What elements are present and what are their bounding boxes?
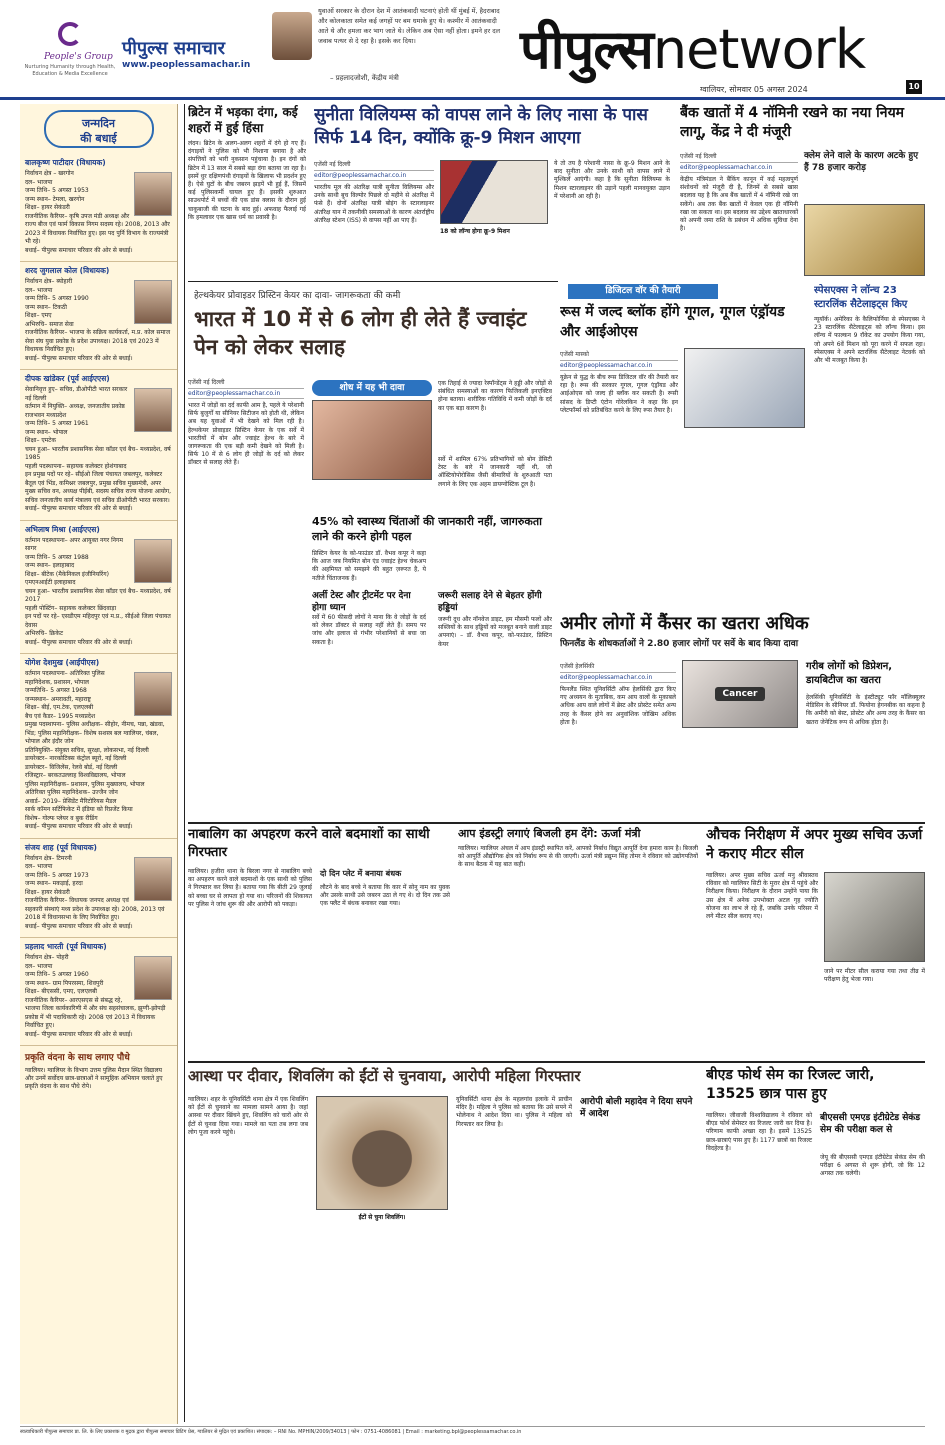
birthday-detail-line: जन्म स्थान– मकड़ाई, हरदा [25, 880, 83, 887]
shivling-subhead: आरोपी बोली महादेव ने दिया सपने में आदेश [580, 1097, 693, 1119]
digital-body: यूक्रेन से युद्ध के बीच रूस डिजिटल वॉर की तैयारी कर रहा है। रूस की सरकार गूगल, गूगल एंड्रॉयड और आईओएस को जल्द ही ब्लॉक कर सकती है। रूसी सांसद के डिप्टी एंटोन गोरेलकिन ने कहा कि इन प्लेटफॉर्म्स को प्रतिबंधित करने के लिए रूस तैयार है। [560, 374, 678, 414]
shivling-photo [316, 1096, 448, 1210]
nature-heading: प्रकृति वंदना के साथ लगाए पौधे [25, 1053, 130, 1063]
joint-body-2: प्रिस्टिन केयर के को-फाउंडर डॉ. वैभव कपूर ने कहा कि आज जब नियमित बोन एंड ज्वाइंट हेल्थ चेकअप की अहमियत को समझने की बहुत ज़रूरत है, ये नतीजे चिंताजनक हैं। [312, 550, 426, 582]
cancer-byline: एजेंसी हेलसिंकी [560, 663, 595, 670]
digital-strip: डिजिटल वॉर की तैयारी [568, 284, 718, 299]
industry-headline: आप इंडस्ट्री लगाएं बिजली हम देंगे: ऊर्जा मंत्री [458, 827, 641, 840]
industry-body: ग्वालियर। ग्वालियर अंचल में आप इंडस्ट्री स्थापित करें, आपको निर्बाध विद्युत आपूर्ति देना हमारा काम है। बिजली को आपूर्ति औद्योगिक क्षेत्र को निर्बाध रूप से की जाएगी। ऊर्जा मंत्री प्रद्युम्न सिंह तोमर ने रविवार को उद्योगपतियों के साथ बैठक में यह बात कही। [458, 845, 698, 869]
birthday-detail-line: प्रतिनियुक्ति– संयुक्त सचिव, सुरक्षा, लोकसभा, नई दिल्ली [25, 746, 149, 754]
birthday-detail-line: अभिरुचि– क्रिकेट [25, 630, 64, 637]
birthday-detail-line: बधाई– पीपुल्स समाचार परिवार की ओर से बधाई। [25, 823, 133, 830]
birthday-detail-line: दल– भाजपा [25, 286, 53, 294]
birthday-detail-line: चयन हुआ– भारतीय प्रशासनिक सेवा कॉडर एवं बैच– मध्यप्रदेश, वर्ष 1985 [25, 445, 171, 461]
industry-article [458, 826, 698, 1056]
birthday-detail-line: शिक्षा– हायर सेकंडरी [25, 888, 70, 896]
digital-article [560, 284, 805, 610]
masthead-quote: युवाओं सरकार के दौरान देश में आतंकवादी घटनाएं होती थीं मुंबई में, हैदराबाद और कोलकाता समेत कई जगहों पर बम धमाके हुए थे। कश्मीर में आतंकवादी आते थे और हमला कर भाग जाते थे। लेकिन अब ऐसा नहीं होता। इमने हर दल जवाब पत्थर से दे रहा है। इसके कर दिया। [318, 7, 501, 45]
sunita-photo-caption: 18 को लॉन्च होगा क्रू-9 मिशन [440, 228, 510, 235]
birthday-person-photo [134, 857, 172, 901]
nature-text: ग्वालियर। ग्वालियर के विभाग उत्तम पुलिस मैदान स्थित विद्यालय और उनमें सर्वोदय छात्र-छात्राओं ने सामूहिक अभियान चलाते हुए प्रकृति वंदना के साथ पौधे रोपे। [25, 1067, 163, 1090]
birthday-detail-line: इन पदों पर रहे– एसडीएम महिदपुर एवं म.प्र., सीईओ जिला पंचायत देवास [25, 613, 171, 629]
cancer-photo [682, 660, 798, 728]
masthead [0, 0, 945, 100]
birthday-detail-line: सेवानिवृत्त हुए– सचिव, डीओपीटी भारत सरकार नई दिल्ली [25, 386, 128, 402]
section-divider [188, 822, 925, 824]
imprint-footer: स्वत्वाधिकारी पीपुल्स समाचार प्रा. लि. के लिए प्रकाशक व मुद्रक द्वारा पीपुल्स समाचार प्रिंटिंग प्रेस, ग्वालियर से मुद्रित एवं प्रकाशित। संपादक: – RNI No. MPHIN/2009/34013 | फोन : 0751-4086081 | Email : marketing.bpl@peoplessamachar.co.in [20, 1426, 925, 1436]
britain-article [188, 104, 306, 280]
birthday-person-name: प्रहलाद भारती (पूर्व विधायक) [25, 942, 107, 951]
birthday-entry [20, 521, 177, 655]
bank-email: editor@peoplessamachar.co.in [680, 162, 798, 173]
inspection-body: ग्वालियर। अपर मुख्य सचिव ऊर्जा मनु श्रीवास्तव रविवार को ग्वालियर सिटी के मुरार क्षेत्र में पहुंचे और निरीक्षण किया। निरीक्षण के दौरान उन्होंने पाया कि उस क्षेत्र में अनेक उपभोक्ता अटल गृह ज्योति योजना का लाभ ले रहे हैं, जबकि उनके परिसर में लगे मीटर सील कराए गए। [706, 872, 818, 921]
google-phone-photo [684, 348, 805, 428]
birthday-entry [20, 839, 177, 939]
bed-side-subhead: बीएससी एमएड इंटीग्रेटेड सेकंड सेम की परीक्षा कल से [820, 1113, 921, 1135]
joint-subhead-2: अर्ली टेस्ट और ट्रीटमेंट पर देना होगा ध्यान [312, 591, 411, 613]
bed-headline: बीएड फोर्थ सेम का रिजल्ट जारी, 13525 छात्र पास हुए [706, 1067, 875, 1102]
spacex-article [814, 284, 925, 610]
birthday-person-name: योगेश देशमुख (आईपीएस) [25, 658, 100, 667]
joint-email: editor@peoplessamachar.co.in [188, 388, 304, 399]
birthday-entry [20, 654, 177, 839]
birthday-detail-line: पहली पदस्थापना– सहायक कलेक्टर होशंगाबाद [25, 462, 127, 470]
bank-headline: बैंक खातों में 4 नॉमिनी रखने का नया नियम लागू, केंद्र ने दी मंजूरी [680, 105, 905, 140]
page-title [520, 10, 865, 84]
inspection-article [706, 826, 925, 1056]
birthday-detail-line: जन्म स्थान– इलाहाबाद [25, 562, 75, 569]
birthday-detail-line: बधाई– पीपुल्स समाचार परिवार की ओर से बधाई। [25, 505, 133, 512]
quote-author-photo [272, 12, 312, 60]
joint-headline: भारत में 10 में से 6 लोग ही लेते हैं ज्वाइंट पेन को लेकर सलाह [194, 307, 527, 359]
joint-photo [312, 400, 432, 480]
cancer-photo-label: Cancer [715, 687, 766, 701]
joint-byline: एजेंसी नई दिल्ली [188, 379, 225, 386]
birthday-detail-line: शिक्षा– बीएससी, एमए, एलएलबी [25, 988, 97, 995]
section-divider [188, 281, 558, 282]
page-number: 10 [906, 80, 922, 94]
joint-body-4: जरूरी दूध और नॉनवेज डाइट, हम मौसमी फलों और सब्जियों के साथ हड्डियों को मजबूत बनाने वाली डाइट अपनाएं। – डॉ. वैभव कपूर, को-फाउंडर, प्रिस्टिन केयर [438, 616, 552, 648]
birthday-person-name: संजय शाह (पूर्व विधायक) [25, 842, 97, 852]
kidnap-body-2: लौटने के बाद बच्चे ने बताया कि कार में सोनू नाम का युवक और उसके साथी उसे जबरन उठा ले गए थे। दो दिन तक उसे एक फ्लैट में बंधक बनाकर रखा गया। [320, 884, 450, 908]
birthday-detail-line: वर्तमान पदस्थापना– अतिरिक्त पुलिस महानिदेशक, प्रशासन, भोपाल [25, 670, 105, 686]
sunita-byline: एजेंसी नई दिल्ली [314, 161, 351, 168]
birthday-detail-line: वर्तमान पदस्थापना– अपर आयुक्त नगर निगम सागर [25, 536, 123, 552]
joint-pain-article [188, 284, 552, 648]
birthday-detail-line: राजनीतिक कैरियर– कृषि उपज मंडी अध्यक्ष और राज्य बीज एवं फार्म विकास निगम सदस्य रहे। 2008, 2013 और 2023 में विधायक निर्वाचित हुए। इस पद पुर्नि विभाग के राज्यमंत्री भी रहे। [25, 212, 170, 245]
birthday-detail-line: डायरेक्टर– विजिलेंस, रेलवे बोर्ड, नई दिल्ली [25, 763, 118, 771]
birthday-detail-line: निर्वाचन क्षेत्र– टिमरनी [25, 854, 72, 862]
birthday-heading-line1: जन्मदिन [81, 117, 116, 130]
dateline: ग्वालियर, सोमवार 05 अगस्त 2024 [700, 85, 808, 94]
birthday-person-photo [134, 172, 172, 216]
cancer-email: editor@peoplessamachar.co.in [560, 672, 676, 683]
birthday-detail-line: जन्म तिथि– 5 अगस्त 1961 [25, 420, 89, 427]
birthday-person-name: बालकृष्ण पाटीदार (विधायक) [25, 158, 106, 167]
birthday-entry [20, 262, 177, 370]
britain-headline: ब्रिटेन में भड़का दंगा, कई शहरों में हुई हिंसा [188, 105, 298, 135]
brand-name: पीपुल्स समाचार [122, 38, 225, 59]
birthday-detail-line: डायरेक्टर– नारकोटिक्स कंट्रोल ब्यूरो, नई दिल्ली [25, 755, 127, 762]
birthday-detail-line: सार्क कॉमन सर्टिफिकेट में इंडिया को रिप्रजेंट किया [25, 806, 133, 813]
birthday-detail-line: वर्तमान में नियुक्ति– अध्यक्ष, जनजातीय प्रकोष्ठ राजभवन मध्यप्रदेश [25, 403, 125, 419]
birthday-detail-line: शिक्षा– एमटेक [25, 437, 56, 444]
joint-body: भारत में जोड़ों का दर्द काफी आम है, पहले ये परेशानी सिर्फ बुजुर्गों या सीनियर सिटीजन को होती थी, लेकिन अब यह युवाओं में भी देखने को मिल रही है। हेल्थकेयर प्रोवाइडर प्रिस्टिन केयर के एक सर्वे में भारतीयों में बोन और ज्वाइंट हेल्थ के बारे में जागरूकता की एक बड़ी कमी देखने को मिली है। सिर्फ 10 में से 6 लोग ही जोड़ों के दर्द को लेकर डॉक्टर से सलाह लेते हैं। [188, 402, 304, 467]
cancer-headline: अमीर लोगों में कैंसर का खतरा अधिक [560, 613, 809, 634]
brand-url[interactable]: www.peoplessamachar.in [122, 60, 251, 70]
sunita-body-right: ये तो तय है परेशानी नासा के क्रू-9 मिशन आने के बाद सुनीता और उनके साथी को वापस लाने में मुश्किलें आएंगी। कहा है कि सुनीता विलियम्स के मिशन स्टारलाइनर की उड़ानें पहली मानवयुक्त उड़ान में परेशानी आ रही है। [554, 160, 670, 200]
joint-subhead-3: जरूरी सलाह देने से बेहतर होंगी हड्डियां [438, 591, 542, 613]
birthday-detail-line: विशेष– गोल्फ प्लेयर व बुक रीडिंग [25, 814, 98, 822]
spacex-body: न्यूयॉर्क। अमेरिका के कैलिफोर्निया से स्पेसएक्स ने 23 स्टारलिंक सैटेलाइट्स को लॉन्च किया। इस लॉन्च में फाल्कन 9 रॉकेट का उपयोग किया गया, जो अपने 6वें मिशन को पूरा करने में सफल रहा। स्पेसएक्स ने अपने स्टारलिंक सैटेलाइट नेटवर्क को और भी मजबूत किया है। [814, 316, 925, 365]
birthday-entry [20, 938, 177, 1046]
shivling-photo-caption: ईंटों से चुना शिवलिंग। [358, 1214, 406, 1221]
sunita-body: भारतीय मूल की अंतरिक्ष यात्री सुनीता विलियम्स और उनके साथी बुच विल्मोर पिछले दो महीने से अंतरिक्ष में फंसे हैं। दोनों अंतरिक्ष यात्री बोइंग के स्टारलाइनर अंतरिक्ष यान में तकनीकी समस्याओं के कारण अंतर्राष्ट्रीय अंतरिक्ष स्टेशन (ISS) से वापस नहीं आ पाए हैं। [314, 184, 434, 224]
birthday-detail-line: दल– भाजपा [25, 962, 53, 970]
bank-article [680, 104, 925, 280]
birthday-detail-line: दल– भाजपा [25, 863, 53, 870]
birthday-person-photo [134, 280, 172, 324]
birthday-detail-line: जन्म तिथि– 5 अगस्त 1960 [25, 971, 89, 978]
bank-byline: एजेंसी नई दिल्ली [680, 153, 717, 160]
birthday-detail-line: जन्म स्थान– टिकठी [25, 303, 67, 311]
title-latin: network [652, 18, 866, 81]
shivling-body: ग्वालियर। शहर के यूनिवर्सिटी थाना क्षेत्र में एक शिवलिंग को ईंटों से चुनवाने का मामला सामने आया है। जहां आस्था पर दीवार खिंचने हुए, शिवलिंग को चारों ओर से ईंटों से चुनवा दिया गया। मामले का पता तब लगा जब लोग पूजा करने पहुंचे। [188, 1096, 308, 1136]
inspection-photo [824, 872, 925, 962]
birthday-entry [20, 370, 177, 521]
birthday-detail-line: जन्म स्थान– भोपाल [25, 428, 68, 436]
birthday-detail-line: दल– भाजपा [25, 178, 53, 186]
birthday-detail-line: राजनीतिक कैरियर– विधायक जनपद अध्यक्ष एवं सहकारी संस्थाएं मध्य प्रदेश के उपाध्यक्ष रहे। 2008, 2013 एवं 2018 में विधानसभा के लिए निर्वाचित हुए। [25, 897, 165, 921]
joint-subhead-1: 45% को स्वास्थ्य चिंताओं की जानकारी नहीं, जागरुकता लाने की करने होगी पहल [312, 515, 542, 543]
shivling-headline: आस्था पर दीवार, शिवलिंग को ईंटों से चुनवाया, आरोपी महिला गिरफ्तार [188, 1067, 581, 1085]
bank-photo [804, 204, 925, 276]
cancer-side-subhead: गरीब लोगों को डिप्रेशन, डायबिटीज का खतरा [806, 661, 893, 686]
group-name: People's Group [44, 52, 113, 62]
cancer-subhead: फिनलैंड के शोधकर्ताओं ने 2.80 हजार लोगों पर सर्वे के बाद किया दावा [560, 639, 799, 649]
birthday-list [20, 154, 177, 1046]
inspection-caption: जाने पर मीटर सील कराया गया तथा तीव्र में परीक्षण हेतु भेजा गया। [824, 968, 925, 984]
group-tagline: Nurturing Humanity through Health, Education & Media Excellence [24, 64, 116, 77]
birthday-detail-line: अभिरुचि– समाज सेवा [25, 320, 74, 328]
birthday-person-photo [134, 956, 172, 1000]
bed-body: ग्वालियर। जीवाजी विश्वविद्यालय ने रविवार को बीएड फोर्थ सेमेस्टर का रिजल्ट जारी कर दिया है। परिणाम काफी अच्छा रहा है। इसमें 13525 छात्र-छात्राएं पास हुए हैं। 1177 छात्रों का रिजल्ट विदहेल्ड है। [706, 1112, 812, 1152]
joint-kicker: हेल्थकेयर प्रोवाइडर प्रिस्टिन केयर का दावा- जागरूकता की कमी [194, 291, 401, 301]
birthday-detail-line: प्रमुख पदस्थापना– पुलिस अधीक्षक– सीहोर, नीमच, पन्ना, खंडवा, भिंड; पुलिस महानिरीक्षक– विशेष सशस्त्र बल ग्वालियर, चंबल, भोपाल और इंदौर जोन [25, 721, 165, 745]
joint-callout-2: सर्वे में शामिल 67% प्रतिभागियों को बोन डेंसिटी टेस्ट के बारे में जानकारी नहीं थी, जो ऑस्टियोपोरोसिस जैसी बीमारियों के शुरुआती पता लगाने के लिए एक अहम डायग्नोस्टिक टूल है। [438, 456, 552, 488]
birthday-detail-line: जन्म तिथि– 5 अगस्त 1953 [25, 187, 89, 194]
birthday-detail-line: बैच एवं कैडर– 1995 मध्यप्रदेश [25, 712, 96, 720]
kidnap-headline: नाबालिग का अपहरण करने वाले बदमाशों का साथी गिरफ्तार [188, 827, 430, 860]
birthday-person-photo [134, 539, 172, 583]
sunita-photo [440, 160, 548, 224]
joint-body-3: सर्वे में 60 फीसदी लोगों ने माना कि वे जोड़ों के दर्द को लेकर डॉक्टर से सलाह नहीं लेते हैं। समय पर जांच और इलाज से गंभीर परेशानियों से बचा जा सकता है। [312, 614, 426, 646]
birthday-detail-line: अतिरिक्त पुलिस महानिदेशक– उज्जैन जोन [25, 789, 118, 796]
birthday-detail-line: राजनीतिक कैरियर– आरएसएस से संबद्ध रहे, भाजपा जिला कार्यकारिणी में और संघ सहसंचालक, झुग्गी-झोपड़ी प्रकोष्ठ में भी पदाधिकारी रहे। 2008 एवं 2013 में विधायक निर्वाचित हुए। [25, 996, 166, 1029]
birthday-detail-line: इन प्रमुख पदों पर रहे– सीईओ जिला पंचायत जबलपुर, कलेक्टर बैतूल एवं भिंड, कमिश्नर जबलपुर, प्रमुख सचिव मुख्यमंत्री, अपर मुख्य सचिव वन, अध्यक्ष पीईबी, सदस्य सचिव राज्य योजना आयोग, सचिव जनजातीय कार्य मंत्रालय एवं सचिव डीओपीटी भारत सरकार। [25, 471, 172, 504]
birthday-detail-line: राजनीतिक कैरियर– भाजपा के सक्रिय कार्यकर्ता, म.प्र. कोल समाज सेवा संघ युवा प्रकोष्ठ के प्रदेश उपाध्यक्ष। 2018 एवं 2023 में विधायक निर्वाचित हुए। [25, 329, 171, 353]
joint-strip: शोध में यह भी दावा [312, 380, 432, 396]
birthday-detail-line: जन्म स्थान– टेमला, खरगोन [25, 195, 85, 203]
birthday-person-photo [134, 672, 172, 716]
birthday-detail-line: जन्म तिथि– 5 अगस्त 1973 [25, 871, 89, 879]
birthday-detail-line: शिक्षा– हायर सेकंडरी [25, 204, 70, 211]
column-rule [184, 104, 185, 1422]
shivling-article [188, 1066, 698, 1422]
joint-callout: एक तिहाई से ज्यादा रेस्पॉन्डेंट्स ने हड्डी और जोड़ों से संबंधित समस्याओं का कारण फिजिकली इनएक्टिव होना बताया। शारीरिक गतिविधि में कमी जोड़ों के दर्द का एक बड़ा कारण है। [438, 380, 552, 412]
birthday-detail-line: पुलिस महानिरीक्षक– प्रशासन, पुलिस मुख्यालय, भोपाल [25, 780, 145, 788]
digital-headline: रूस में जल्द ब्लॉक होंगे गूगल, गूगल एंड्रॉयड और आईओएस [560, 304, 785, 340]
bed-side-body: जेयू की बीएससी एमएड इंटीग्रेटेड सेकंड सेम की परीक्षा 6 अगस्त से शुरू होगी, जो कि 12 अगस्त तक चलेगी। [820, 1154, 925, 1178]
birthday-detail-line: शिक्षा– बीटेक (मैकेनिकल इंजीनियरिंग) एमएनआईटी इलाहाबाद [25, 570, 109, 586]
title-hindi: पीपुल्स [520, 18, 653, 81]
birthday-detail-line: निर्वाचन क्षेत्र– पोहरी [25, 954, 69, 961]
birthday-detail-line: जन्म तिथि– 5 अगस्त 1988 [25, 553, 89, 561]
birthday-detail-line: रजिस्ट्रार– बरकतउल्लाह विश्वविद्यालय, भोपाल [25, 772, 126, 779]
birthday-heading [44, 110, 154, 148]
birthday-detail-line: शिक्षा– बीई, एम.टेक, एलएलबी [25, 704, 94, 711]
birthday-detail-line: बधाई– पीपुल्स समाचार परिवार की ओर से बधाई। [25, 1030, 133, 1038]
spacex-headline: स्पेसएक्स ने लॉन्च 23 स्टारलिंक सैटेलाइट्स किए [814, 285, 908, 310]
birthday-column [20, 104, 178, 1424]
birthday-person-name: शरद जुगलाल कोल (विधायक) [25, 266, 110, 275]
sunita-headline: सुनीता विलियम्स को वापस लाने के लिए नासा के पास सिर्फ 14 दिन, क्योंकि क्रू-9 मिशन आएगा [314, 105, 648, 148]
birthday-detail-line: जन्म स्थान– ग्राम पिपरसमा, शिवपुरी [25, 979, 104, 987]
birthday-entry [20, 154, 177, 262]
birthday-detail-line: जन्मतिथि– 5 अगस्त 1968 [25, 687, 87, 694]
shivling-body-2: यूनिवर्सिटी थाना क्षेत्र के महलगांव इलाके में प्राचीन मंदिर है। महिला ने पुलिस को बताया कि उसे सपने में भोलेनाथ ने आदेश दिया था। पुलिस ने महिला को गिरफ्तार कर लिया है। [456, 1096, 572, 1128]
birthday-person-photo [134, 388, 172, 432]
digital-byline: एजेंसी मास्को [560, 351, 589, 358]
birthday-detail-line: बधाई– पीपुल्स समाचार परिवार की ओर से बधाई। [25, 638, 133, 646]
britain-body: लंदन। ब्रिटेन के अलग-अलग शहरों में दंगे हो गए हैं। दंगाइयों ने पुलिस को भी निशाना बनाया है और संपत्तियों को भारी नुकसान पहुंचाया है। इन दंगों को ब्रिटेन में 13 साल में सबसे बड़ा दंगा बताया जा रहा है। इसमें धुर दक्षिणपंथी दंगाइयों के खिलाफ भी प्रदर्शन हुए हैं। ऐसे घुटों के बीच जबरन झड़पें भी हुई हैं, जिसमें कई पुलिसकर्मी घायल हुए हैं। इसकी शुरुआत साउथपोर्ट में बच्चों की एक डांस क्लास के दौरान हुई चाकूबाजी की घटना के बाद हुई। अफवाह फैलाई गई कि हमलावर एक खास धर्म का प्रवासी है। [188, 140, 306, 221]
cancer-side-body: हेलसिंकी यूनिवर्सिटी के इंस्टीट्यूट फॉर मॉलिक्यूलर मेडिसिन के सीनियर डॉ. फियोना हेगनबीक का कहना है कि अमीरी को बेस्ट, प्रोस्टेट और अन्य तरह के कैंसर का खतरा जेनेटिक रूप से अधिक होता है। [806, 694, 925, 726]
sunita-email: editor@peoplessamachar.co.in [314, 170, 434, 181]
cancer-body: फिनलैंड स्थित यूनिवर्सिटी ऑफ हेलसिंकी द्वारा किए गए अध्ययन के मुताबिक, कम आय वालों के मुकाबले अधिक आय वाले लोगों में ब्रेस्ट और प्रोस्टेट समेत अन्य तरह के कैंसर होने का अनुवांशिक जोखिम अधिक होता है। [560, 686, 676, 726]
birthday-person-name: दीपक खांडेकर (पूर्व आईएएस) [25, 374, 110, 383]
kidnap-subhead: दो दिन प्लेट में बनाया बंधक [320, 869, 402, 878]
birthday-detail-line: बधाई– पीपुल्स समाचार परिवार की ओर से बधाई। [25, 354, 133, 362]
cancer-article [560, 612, 925, 820]
bank-subhead: क्लेम लेने वाले के कारण अटके हुए हैं 78 हजार करोड़ [804, 151, 919, 173]
birthday-detail-line: अवार्ड– 2019– प्रेसिडेंट मैरिटोरियस मैडल [25, 797, 117, 805]
birthday-detail-line: चयन हुआ– भारतीय प्रशासनिक सेवा कॉडर एवं बैच– मध्यप्रदेश, वर्ष 2017 [25, 587, 171, 603]
birthday-detail-line: जन्म तिथि– 5 अगस्त 1990 [25, 295, 89, 302]
quote-source: – प्रहलादजोशी, केंद्रीय मंत्री [330, 74, 399, 82]
birthday-person-name: अभिलाष मिश्रा (आईएएस) [25, 524, 100, 534]
inspection-headline: औचक निरीक्षण में अपर मुख्य सचिव ऊर्जा ने कराए मीटर सील [706, 827, 923, 862]
birthday-detail-line: शिक्षा– एमए [25, 312, 52, 319]
birthday-detail-line: निर्वाचन क्षेत्र– ब्योहारी [25, 278, 73, 285]
section-divider [188, 1061, 925, 1063]
sunita-article [314, 104, 670, 280]
bed-article [706, 1066, 925, 1422]
kidnap-article [188, 826, 450, 1056]
birthday-detail-line: बधाई– पीपुल्स समाचार परिवार की ओर से बधाई। [25, 922, 133, 930]
birthday-detail-line: निर्वाचन क्षेत्र – खरगोन [25, 170, 74, 177]
bank-body: केंद्रीय मंत्रिमंडल ने बैंकिंग कानून में कई महत्वपूर्ण संशोधनों को मंजूरी दी है, जिनमें से सबसे खास बदलाव यह है कि अब बैंक खातों में 4 नॉमिनी रखे जा सकेंगे। अब तक बैंक खातों में केवल एक ही नॉमिनी रखा जा सकता था। इस बदलाव का उद्देश्य खाताधारकों को अपनी जमा राशि के प्रबंधन में अधिक सुविधा देना है। [680, 176, 798, 233]
kidnap-body: ग्वालियर। हजीरा थाना के बिरला नगर से नाबालिग बच्चे का अपहरण करने वाले बदमाशों के एक साथी को पुलिस ने गिरफ्तार कर लिया है। बताया गया कि बीती 29 जुलाई को बच्चा घर से लापता हो गया था। परिजनों की शिकायत पर पुलिस ने जांच शुरू की और आरोपी को पकड़ा। [188, 868, 312, 908]
peoples-group-logo [58, 22, 82, 46]
birthday-detail-line: पहली पोस्टिंग– सहायक कलेक्टर छिंदवाड़ा [25, 604, 117, 612]
birthday-detail-line: बधाई– पीपुल्स समाचार परिवार की ओर से बधाई। [25, 246, 133, 254]
birthday-detail-line: जन्मस्थान– अमरावती, महाराष्ट्र [25, 695, 91, 703]
birthday-heading-line2: की बधाई [80, 132, 117, 145]
digital-email: editor@peoplessamachar.co.in [560, 360, 678, 371]
